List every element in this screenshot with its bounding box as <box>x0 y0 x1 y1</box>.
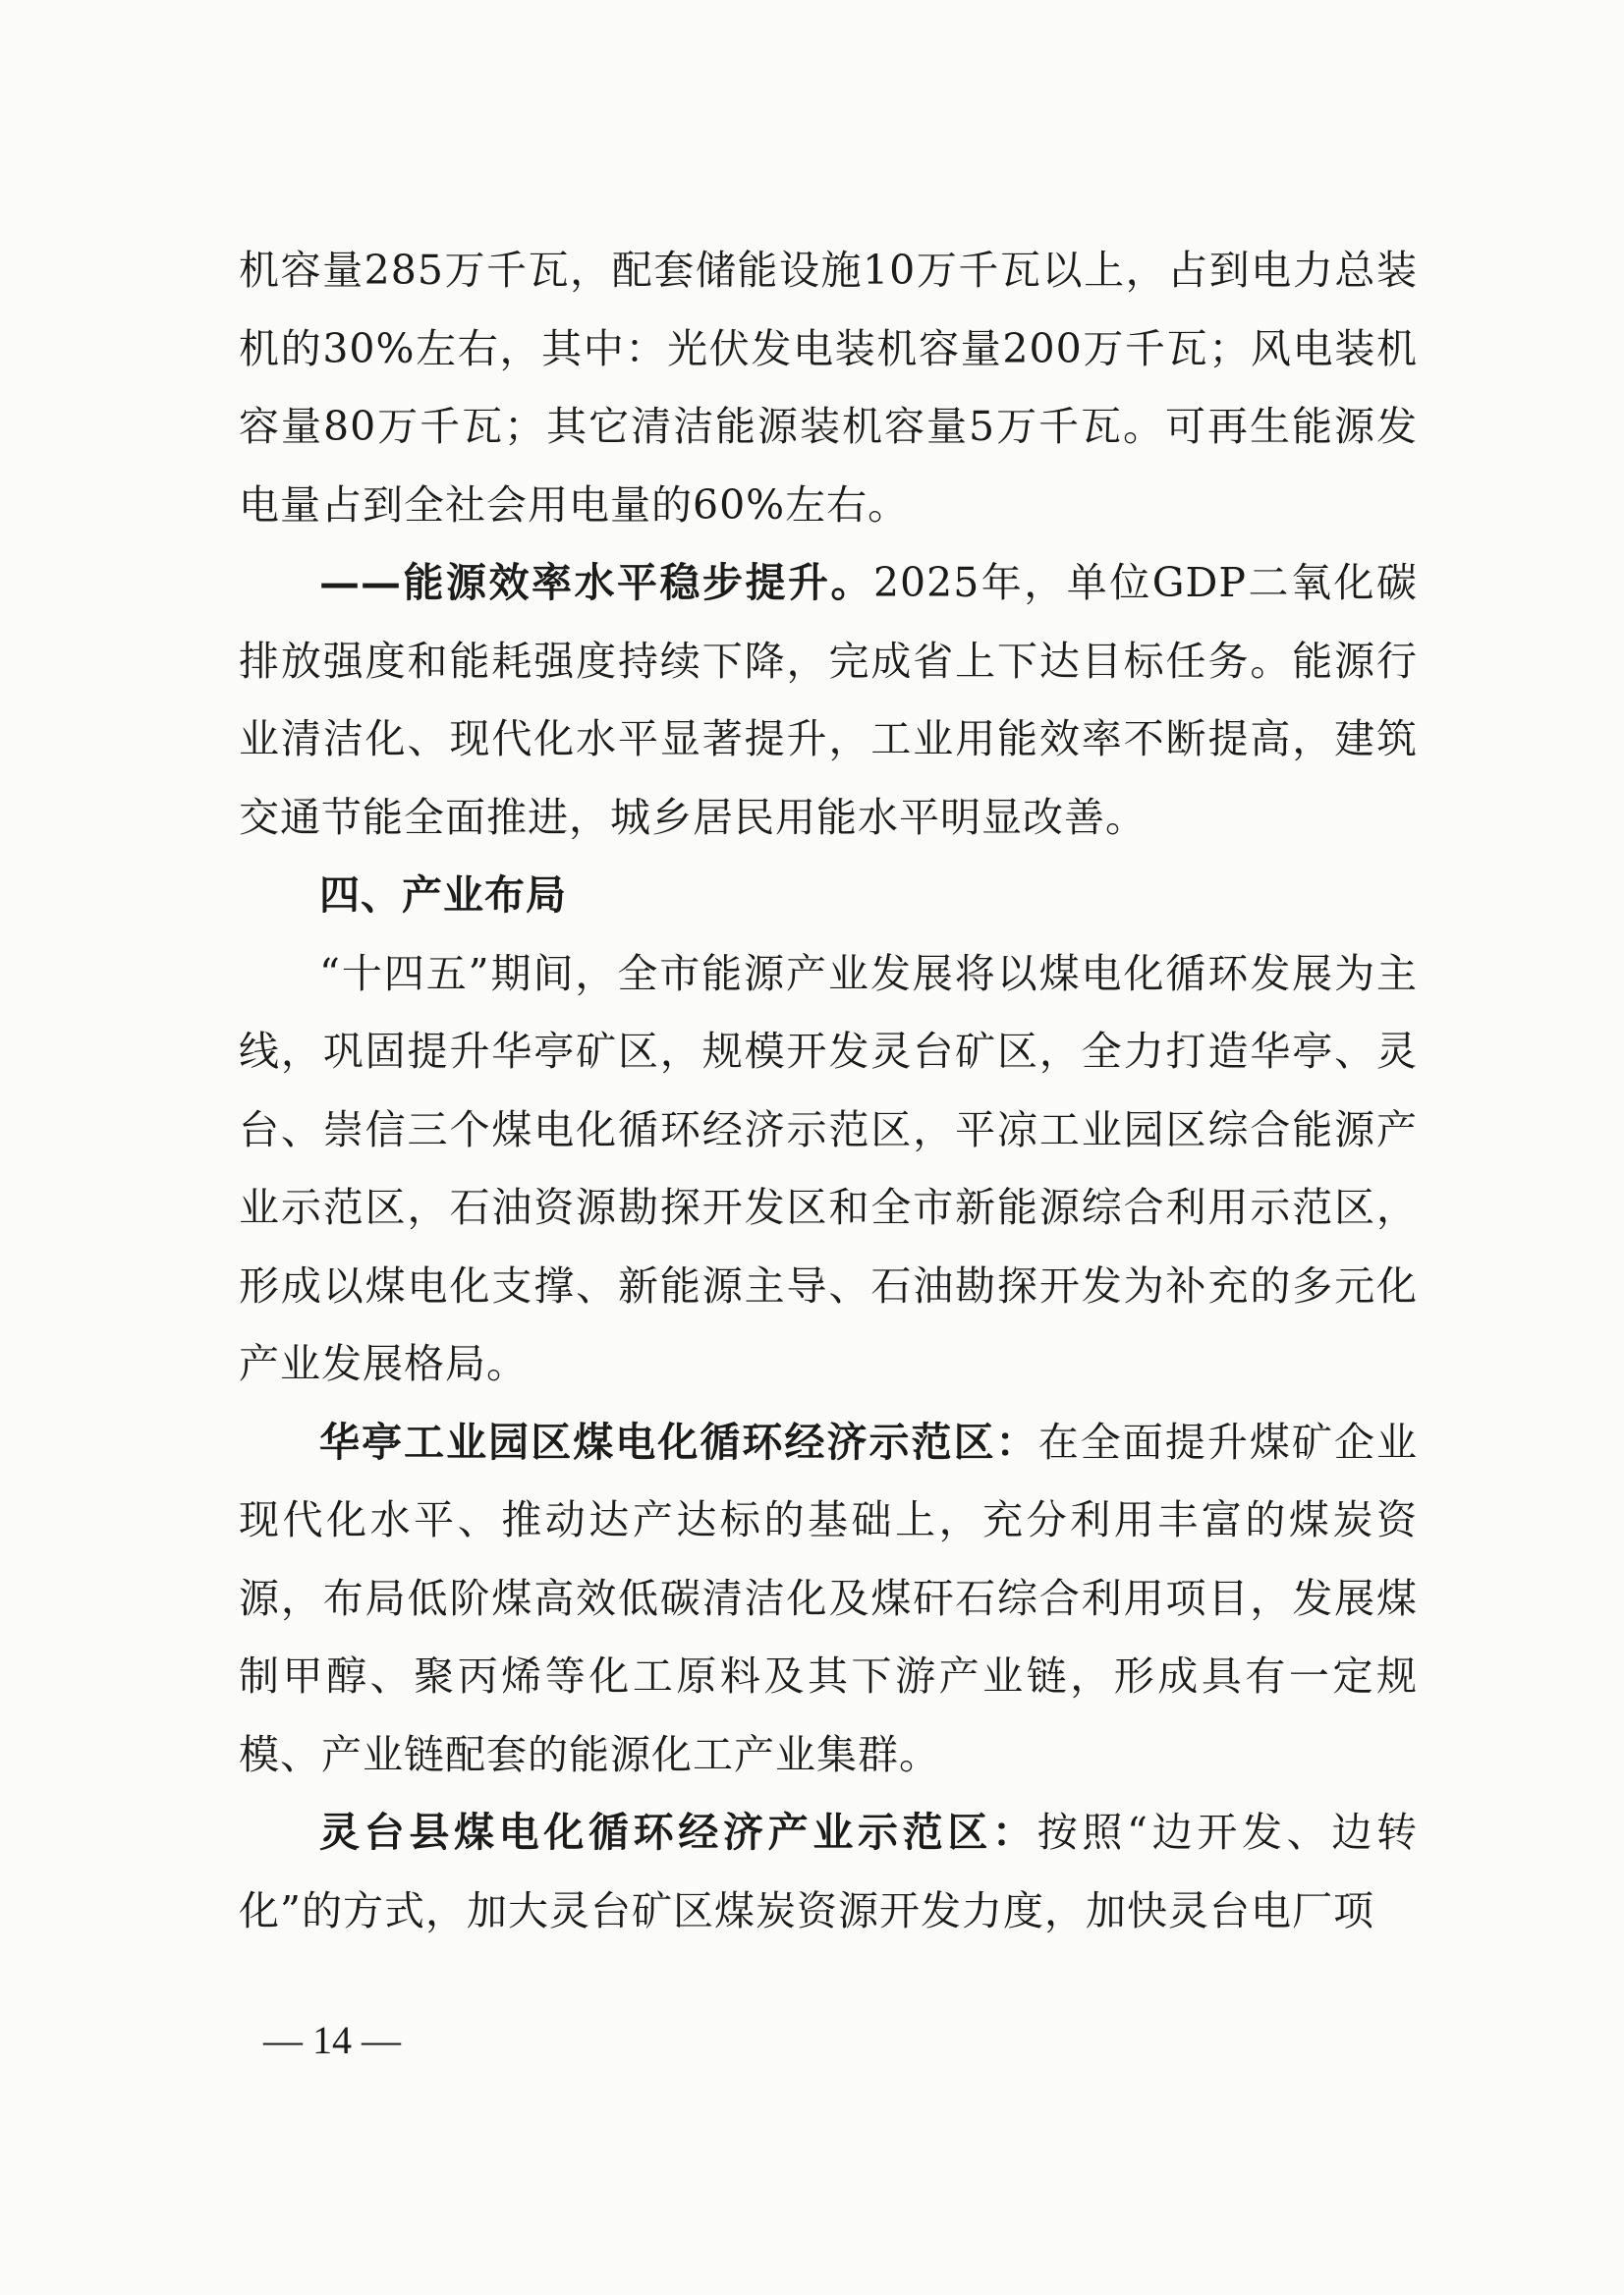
section-heading: 四、产业布局 <box>319 871 567 919</box>
paragraph-continuation <box>239 232 1418 544</box>
paragraph-lead: 灵台县煤电化循环经济产业示范区： <box>319 1809 1037 1856</box>
page-number: — 14 — <box>263 2018 401 2062</box>
paragraph-text: 2025年，单位GDP二氧化碳排放强度和能耗强度持续下降，完成省上下达目标任务。能源行业清洁化、现代化水平显著提升，工业用能效率不断提高，建筑交通节能全面推进，城乡居民用能水平明显改善。 <box>239 559 1418 841</box>
paragraph-huating-zone <box>239 1404 1418 1795</box>
paragraph-text: 按照“边开发、边转化”的方式，加大灵台矿区煤炭资源开发力度，加快灵台电厂项 <box>239 1809 1418 1934</box>
paragraph-industry-layout <box>239 935 1418 1404</box>
paragraph-lead: 华亭工业园区煤电化循环经济示范区： <box>319 1418 1038 1466</box>
paragraph-text: 机容量285万千瓦，配套储能设施10万千瓦以上，占到电力总装机的30%左右，其中：光伏发电装机容量200万千瓦；风电装机容量80万千瓦；其它清洁能源装机容量5万千瓦。可再生能源发电量占到全社会用电量的60%左右。 <box>239 247 1418 529</box>
paragraph-text: “十四五”期间，全市能源产业发展将以煤电化循环发展为主线，巩固提升华亭矿区，规模开发灵台矿区，全力打造华亭、灵台、崇信三个煤电化循环经济示范区，平凉工业园区综合能源产业示范区，石油资源勘探开发区和全市新能源综合利用示范区，形成以煤电化支撑、新能源主导、石油勘探开发为补充的多元化产业发展格局。 <box>239 949 1418 1387</box>
paragraph-lingtai-zone <box>239 1794 1418 1950</box>
paragraph-energy-efficiency <box>239 544 1418 857</box>
paragraph-text: 在全面提升煤矿企业现代化水平、推动达产达标的基础上，充分利用丰富的煤炭资源，布局低阶煤高效低碳清洁化及煤矸石综合利用项目，发展煤制甲醇、聚丙烯等化工原料及其下游产业链，形成具有一定规模、产业链配套的能源化工产业集群。 <box>239 1418 1419 1778</box>
paragraph-lead: ——能源效率水平稳步提升。 <box>319 559 873 606</box>
document-body <box>239 232 1418 1950</box>
